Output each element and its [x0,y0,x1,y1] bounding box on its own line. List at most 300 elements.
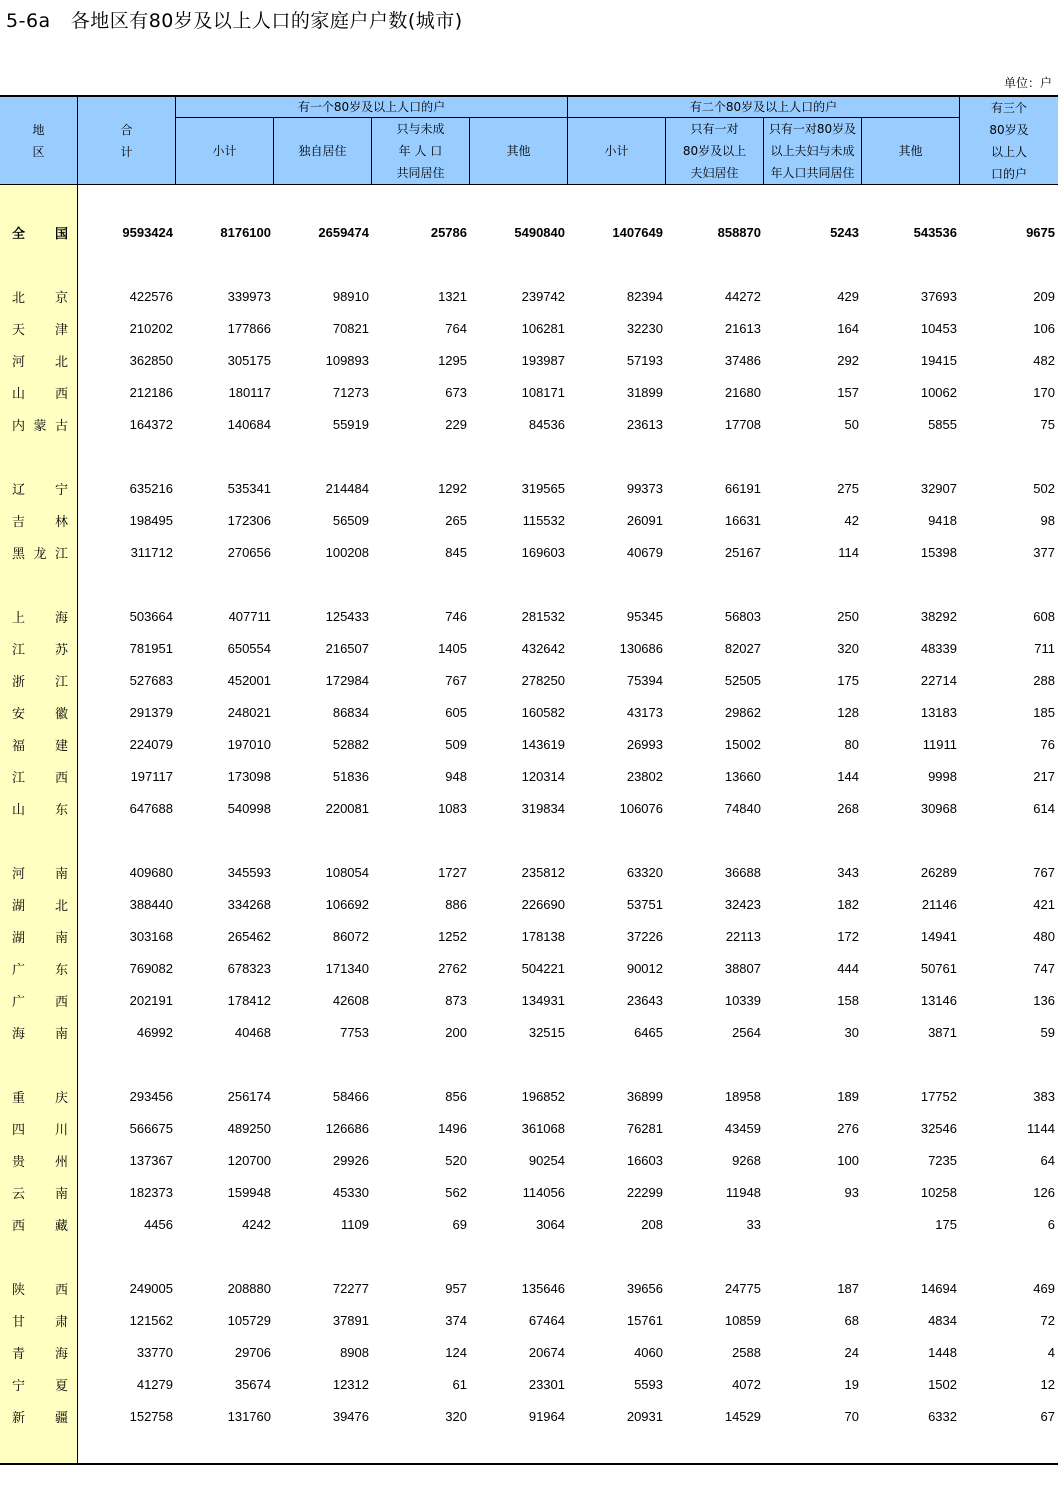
cell-value: 108054 [325,864,369,880]
cell-value: 21613 [724,320,761,336]
cell-value: 210202 [129,320,173,336]
table-row [0,280,1058,312]
header-g2-subtotal: 小计 [604,144,629,158]
cell-value: 566675 [129,1120,173,1136]
cell-value: 208880 [227,1280,271,1296]
cell-value: 172984 [325,672,369,688]
region-name: 新 疆 [12,1410,68,1426]
region-name: 河 北 [12,354,68,370]
cell-value: 383 [1033,1088,1055,1104]
cell-value: 635216 [129,480,173,496]
cell-value: 2564 [732,1024,761,1040]
cell-value: 19415 [920,352,957,368]
cell-value: 6 [1047,1216,1055,1232]
cell-value: 16603 [626,1152,663,1168]
table-row [0,1144,1058,1176]
cell-value: 82027 [724,640,761,656]
cell-value: 2588 [732,1344,761,1360]
table-row [0,984,1058,1016]
cell-value: 50761 [920,960,957,976]
cell-value: 4 [1047,1344,1055,1360]
cell-value: 56509 [332,512,369,528]
cell-value: 126686 [325,1120,369,1136]
region-name: 山 东 [12,802,68,818]
cell-value: 69 [452,1216,467,1232]
cell-value: 82394 [626,288,663,304]
cell-value: 100208 [325,544,369,560]
cell-value: 948 [445,768,467,784]
cell-value: 343 [837,864,859,880]
cell-value: 70 [844,1408,859,1424]
cell-value: 157 [837,384,859,400]
cell-value: 37486 [724,352,761,368]
cell-value: 75394 [626,672,663,688]
cell-value: 22299 [626,1184,663,1200]
cell-value: 106281 [521,320,565,336]
cell-value: 115532 [522,512,565,528]
cell-value: 12 [1040,1376,1055,1392]
cell-value: 220081 [325,800,369,816]
cell-value: 647688 [129,800,173,816]
cell-value: 90012 [626,960,663,976]
cell-value: 32230 [626,320,663,336]
region-name: 江 西 [12,770,68,786]
cell-value: 86072 [332,928,369,944]
cell-value: 100 [837,1152,859,1168]
cell-value: 6332 [928,1408,957,1424]
cell-value: 80 [844,736,859,752]
region-name: 内 蒙 古 [12,418,68,434]
cell-value: 374 [445,1312,467,1328]
cell-value: 388440 [129,896,173,912]
cell-value: 873 [445,992,467,1008]
cell-value: 3871 [928,1024,957,1040]
region-name: 吉 林 [12,514,68,530]
cell-value: 469 [1033,1280,1055,1296]
header-region: 地区 [32,122,63,159]
cell-value: 432642 [521,640,565,656]
cell-value: 63320 [626,864,663,880]
cell-value: 84536 [528,416,565,432]
cell-value: 535341 [227,480,271,496]
cell-value: 8176100 [220,224,271,240]
cell-value: 52882 [332,736,369,752]
cell-value: 106 [1033,320,1055,336]
cell-value: 303168 [129,928,173,944]
table-row [0,664,1058,696]
cell-value: 509 [445,736,467,752]
cell-value: 504221 [521,960,565,976]
cell-value: 14694 [920,1280,957,1296]
header-g2-other: 其他 [898,144,923,158]
cell-value: 164372 [129,416,173,432]
cell-value: 23613 [626,416,663,432]
cell-value: 320 [837,640,859,656]
cell-value: 886 [445,896,467,912]
cell-value: 39656 [626,1280,663,1296]
cell-value: 121562 [129,1312,173,1328]
header-group-two: 有二个80岁及以上人口的户 [689,100,838,114]
cell-value: 781951 [129,640,173,656]
table-row [0,536,1058,568]
cell-value: 14529 [724,1408,761,1424]
cell-value: 24 [844,1344,859,1360]
table-row [0,952,1058,984]
region-name: 辽 宁 [12,482,68,498]
cell-value: 164 [837,320,859,336]
table-header-rule [0,184,1058,185]
cell-value: 175 [837,672,859,688]
table-row [0,312,1058,344]
cell-value: 275 [837,480,859,496]
cell-value: 265 [445,512,467,528]
cell-value: 99373 [626,480,663,496]
cell-value: 5593 [634,1376,663,1392]
table-row [0,600,1058,632]
cell-value: 30 [844,1024,859,1040]
cell-value: 1727 [438,864,467,880]
cell-value: 20931 [626,1408,663,1424]
cell-value: 40468 [234,1024,271,1040]
cell-value: 24775 [724,1280,761,1296]
cell-value: 144 [837,768,859,784]
cell-value: 4456 [144,1216,173,1232]
cell-value: 177866 [227,320,271,336]
table-row [0,376,1058,408]
table-row [0,888,1058,920]
cell-value: 90254 [528,1152,565,1168]
cell-value: 130686 [619,640,663,656]
table-bottom-rule [0,1463,1058,1465]
cell-value: 170 [1033,384,1055,400]
cell-value: 429 [837,288,859,304]
cell-value: 235812 [521,864,565,880]
cell-value: 173098 [227,768,271,784]
cell-value: 126 [1033,1184,1055,1200]
cell-value: 52505 [724,672,761,688]
cell-value: 39476 [332,1408,369,1424]
cell-value: 19 [844,1376,859,1392]
header-g1-other: 其他 [506,144,531,158]
cell-value: 140684 [227,416,271,432]
region-name: 安 徽 [12,706,68,722]
cell-value: 17708 [724,416,761,432]
cell-value: 9418 [928,512,957,528]
cell-value: 114 [838,544,859,560]
cell-value: 15002 [724,736,761,752]
cell-value: 12312 [332,1376,369,1392]
cell-value: 856 [445,1088,467,1104]
header-g1-with-minors: 只与未成 年 人 口 共同居住 [396,122,445,180]
cell-value: 543536 [913,224,957,240]
cell-value: 13146 [920,992,957,1008]
cell-value: 159948 [227,1184,271,1200]
cell-value: 30968 [920,800,957,816]
cell-value: 8908 [340,1344,369,1360]
region-name: 湖 北 [12,898,68,914]
cell-value: 21680 [724,384,761,400]
region-name: 广 西 [12,994,68,1010]
cell-value: 1405 [438,640,467,656]
table-row [0,408,1058,440]
cell-value: 172 [837,928,859,944]
cell-value: 105729 [227,1312,271,1328]
cell-value: 158 [837,992,859,1008]
cell-value: 361068 [521,1120,565,1136]
table-row [0,632,1058,664]
cell-value: 9998 [928,768,957,784]
cell-value: 320 [445,1408,467,1424]
region-name: 北 京 [12,290,68,306]
cell-value: 10859 [724,1312,761,1328]
cell-value: 44272 [724,288,761,304]
cell-value: 74840 [724,800,761,816]
cell-value: 32546 [920,1120,957,1136]
cell-value: 187 [837,1280,859,1296]
cell-value: 56803 [724,608,761,624]
table-row [0,696,1058,728]
cell-value: 134931 [521,992,565,1008]
cell-value: 37226 [626,928,663,944]
header-total: 合计 [120,122,161,159]
cell-value: 57193 [626,352,663,368]
cell-value: 58466 [332,1088,369,1104]
cell-value: 10339 [724,992,761,1008]
cell-value: 59 [1040,1024,1055,1040]
cell-value: 135646 [521,1280,565,1296]
region-name: 西 藏 [12,1218,68,1234]
cell-value: 1448 [928,1344,957,1360]
cell-value: 1295 [438,352,467,368]
cell-value: 217 [1033,768,1055,784]
cell-value: 2659474 [318,224,369,240]
cell-value: 248021 [227,704,271,720]
cell-value: 1144 [1027,1120,1055,1136]
cell-value: 67464 [528,1312,565,1328]
table-row [0,1272,1058,1304]
region-name: 全 国 [12,226,68,242]
cell-value: 43459 [724,1120,761,1136]
cell-value: 15398 [920,544,957,560]
cell-value: 422576 [129,288,173,304]
table-row [0,1080,1058,1112]
cell-value: 182373 [129,1184,173,1200]
cell-value: 36899 [626,1088,663,1104]
region-name: 上 海 [12,610,68,626]
region-name: 福 建 [12,738,68,754]
cell-value: 23301 [528,1376,565,1392]
cell-value: 29862 [724,704,761,720]
cell-value: 106076 [619,800,663,816]
cell-value: 520 [445,1152,467,1168]
cell-value: 858870 [717,224,761,240]
region-name: 江 苏 [12,642,68,658]
unit-label: 单位：户 [1003,76,1052,90]
table-row [0,504,1058,536]
cell-value: 175 [935,1216,957,1232]
table-row [0,1336,1058,1368]
cell-value: 29706 [234,1344,271,1360]
cell-value: 169603 [521,544,565,560]
cell-value: 216507 [325,640,369,656]
table-row [0,1176,1058,1208]
region-name: 云 南 [12,1186,68,1202]
cell-value: 20674 [528,1344,565,1360]
cell-value: 120314 [521,768,565,784]
cell-value: 171340 [325,960,369,976]
cell-value: 9675 [1026,224,1055,240]
region-name: 黑 龙 江 [12,546,68,562]
cell-value: 281532 [521,608,565,624]
region-name: 甘 肃 [12,1314,68,1330]
cell-value: 767 [1033,864,1055,880]
cell-value: 38292 [920,608,957,624]
cell-value: 75 [1040,416,1055,432]
cell-value: 767 [445,672,467,688]
cell-value: 61 [452,1376,467,1392]
cell-value: 33770 [136,1344,173,1360]
cell-value: 125433 [325,608,369,624]
cell-value: 180117 [228,384,271,400]
cell-value: 212186 [129,384,173,400]
cell-value: 185 [1033,704,1055,720]
cell-value: 229 [445,416,467,432]
cell-value: 136 [1033,992,1055,1008]
cell-value: 540998 [227,800,271,816]
cell-value: 319565 [521,480,565,496]
cell-value: 17752 [920,1088,957,1104]
table-row [0,1304,1058,1336]
cell-value: 444 [837,960,859,976]
cell-value: 292 [837,352,859,368]
cell-value: 37693 [920,288,957,304]
cell-value: 143619 [521,736,565,752]
cell-value: 53751 [626,896,663,912]
cell-value: 407711 [228,608,271,624]
cell-value: 172306 [227,512,271,528]
header-group-three: 有三个 80岁及 以上人 口的户 [989,100,1029,181]
table-row [0,1400,1058,1432]
cell-value: 21146 [921,896,957,912]
cell-value: 1496 [438,1120,467,1136]
table-row [0,1016,1058,1048]
cell-value: 64 [1040,1152,1055,1168]
cell-value: 108171 [521,384,565,400]
region-name: 湖 南 [12,930,68,946]
cell-value: 1407649 [612,224,663,240]
cell-value: 124 [445,1344,467,1360]
cell-value: 200 [445,1024,467,1040]
cell-value: 109893 [325,352,369,368]
cell-value: 562 [445,1184,467,1200]
cell-value: 131760 [227,1408,271,1424]
cell-value: 50 [844,416,859,432]
cell-value: 106692 [325,896,369,912]
cell-value: 33 [746,1216,761,1232]
cell-value: 67 [1040,1408,1055,1424]
cell-value: 214484 [325,480,369,496]
cell-value: 13660 [724,768,761,784]
cell-value: 614 [1033,800,1055,816]
cell-value: 256174 [227,1088,271,1104]
table-title: 各地区有80岁及以上人口的家庭户户数(城市) [70,10,463,32]
cell-value: 35674 [234,1376,271,1392]
cell-value: 208 [641,1216,663,1232]
cell-value: 26993 [626,736,663,752]
cell-value: 334268 [227,896,271,912]
cell-value: 2762 [438,960,467,976]
cell-value: 224079 [129,736,173,752]
cell-value: 605 [445,704,467,720]
cell-value: 26091 [626,512,663,528]
region-name: 重 庆 [12,1090,68,1106]
cell-value: 31899 [626,384,663,400]
cell-value: 32907 [920,480,957,496]
cell-value: 452001 [227,672,271,688]
table-row [0,344,1058,376]
cell-value: 38807 [724,960,761,976]
table-row [0,760,1058,792]
cell-value: 178138 [521,928,565,944]
cell-value: 15761 [626,1312,663,1328]
table-row [0,1368,1058,1400]
cell-value: 76 [1040,736,1055,752]
cell-value: 51836 [332,768,369,784]
cell-value: 202191 [129,992,173,1008]
cell-value: 957 [445,1280,467,1296]
cell-value: 114056 [522,1184,565,1200]
cell-value: 98 [1040,512,1055,528]
cell-value: 95345 [626,608,663,624]
cell-value: 421 [1033,896,1055,912]
cell-value: 769082 [129,960,173,976]
cell-value: 747 [1033,960,1055,976]
cell-value: 41279 [136,1376,173,1392]
region-name: 贵 州 [12,1154,68,1170]
cell-value [763,1208,859,1240]
table-row [0,216,1058,248]
cell-value: 43173 [626,704,663,720]
region-name: 海 南 [12,1026,68,1042]
cell-value: 76281 [626,1120,663,1136]
cell-value: 72277 [332,1280,369,1296]
cell-value: 291379 [129,704,173,720]
cell-value: 250 [837,608,859,624]
region-name: 四 川 [12,1122,68,1138]
cell-value: 502 [1033,480,1055,496]
cell-value: 319834 [521,800,565,816]
cell-value: 25786 [430,224,467,240]
cell-value: 66191 [724,480,761,496]
table-code: 5-6a [6,10,51,32]
cell-value: 10258 [920,1184,957,1200]
region-name: 广 东 [12,962,68,978]
cell-value: 42 [844,512,859,528]
cell-value: 276 [837,1120,859,1136]
cell-value: 22714 [920,672,957,688]
cell-value: 1292 [438,480,467,496]
cell-value: 1321 [438,288,467,304]
cell-value: 4072 [732,1376,761,1392]
cell-value: 1083 [438,800,467,816]
cell-value: 480 [1033,928,1055,944]
cell-value: 193987 [521,352,565,368]
region-name: 河 南 [12,866,68,882]
cell-value: 196852 [521,1088,565,1104]
cell-value: 7753 [340,1024,369,1040]
cell-value: 32423 [724,896,761,912]
cell-value: 7235 [928,1152,957,1168]
